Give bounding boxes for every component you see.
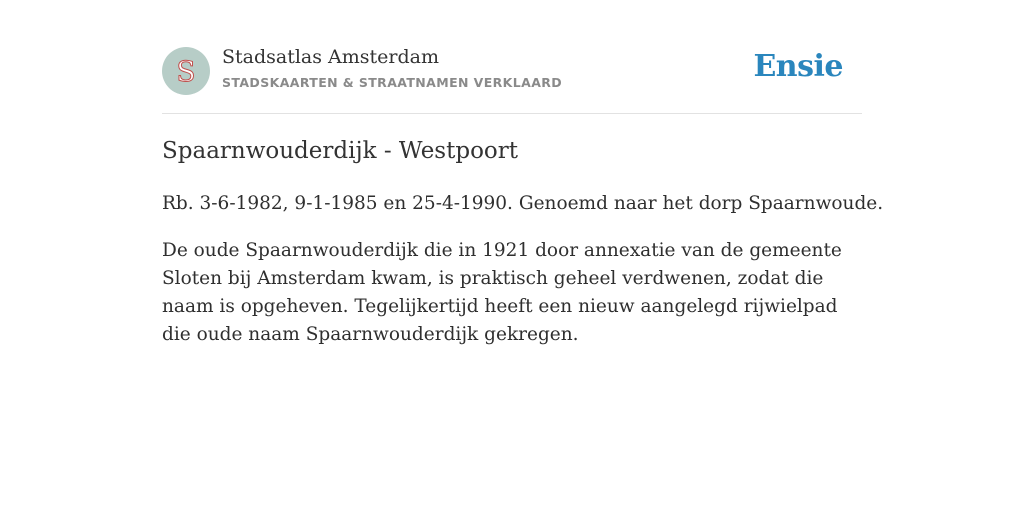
page-container bbox=[162, 0, 884, 345]
brand-logo-link[interactable]: Ensie bbox=[753, 49, 843, 84]
avatar[interactable] bbox=[162, 47, 210, 95]
site-title[interactable]: Stadsatlas Amsterdam bbox=[222, 46, 440, 68]
entry-paragraph: Rb. 3-6-1982, 9-1-1985 en 25-4-1990. Genoemd naar het dorp Spaarnwoude. bbox=[162, 193, 884, 214]
site-header bbox=[162, 0, 862, 114]
site-subtitle: STADSKAARTEN & STRAATNAMEN VERKLAARD bbox=[222, 75, 563, 90]
entry-paragraph: De oude Spaarnwouderdijk die in 1921 door annexatie van de gemeente Sloten bij Amsterdam kwam, is praktisch geheel verdwenen, zodat die naam is opgeheven. Tegelijkertijd heeft een nieuw aangelegd rijwielpad die oude naam Spaarnwouderdijk gekregen. bbox=[162, 240, 842, 345]
avatar-letter: S bbox=[176, 55, 196, 88]
entry-title: Spaarnwouderdijk - Westpoort bbox=[162, 138, 519, 164]
